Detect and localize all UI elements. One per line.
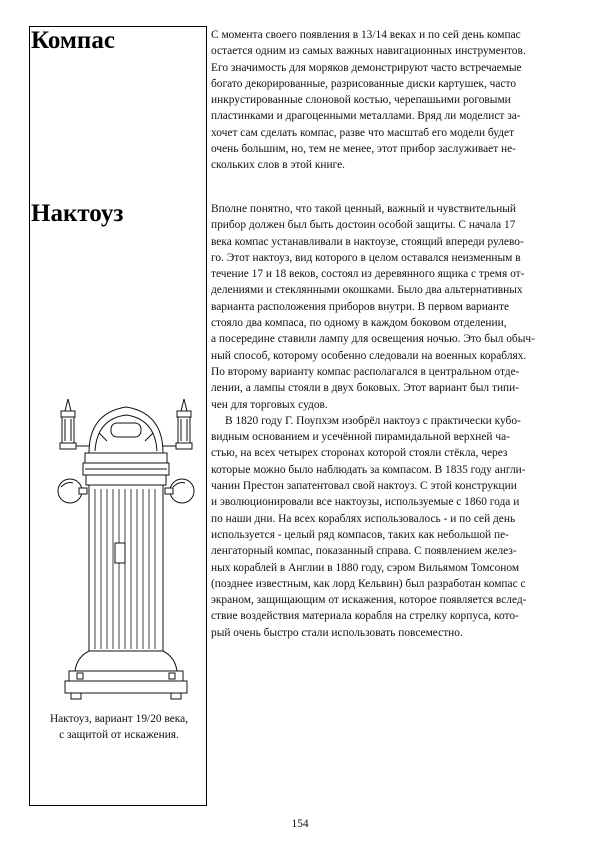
text-line: стояло два компаса, по одному в каждом боковом отделении, bbox=[211, 317, 507, 330]
text-line: го. Этот нактоуз, вид которого в целом оставался неизменным в bbox=[211, 251, 521, 264]
text-line: Вполне понятно, что такой ценный, важный и чувствительный bbox=[211, 203, 516, 215]
text-line: века компас устанавливали в нактоузе, стоящий впереди рулево- bbox=[211, 235, 524, 248]
text-line: используется - целый ряд компасов, таких как небольшой пе- bbox=[211, 528, 509, 541]
text-line: лении, а лампы стояли в двух боковых. Этот вариант был типи- bbox=[211, 382, 520, 395]
figure-caption bbox=[34, 711, 204, 743]
text-line: По второму варианту компас располагался в центральном отде- bbox=[211, 365, 520, 378]
text-line: богато декорированные, разрисованные диски картушек, часто bbox=[211, 77, 517, 90]
text-line: варианта расположения приборов внутри. В первом варианте bbox=[211, 300, 509, 313]
binnacle-illustration bbox=[55, 393, 197, 708]
text-line: и эволюционировали все нактоузы, используемые с 1860 года и bbox=[211, 496, 520, 509]
text-line: В 1820 году Г. Поупхэм изобрёл нактоуз с практически кубо- bbox=[225, 414, 521, 427]
text-line: ствие воздействия материала корабля на стрелку корпуса, кото- bbox=[211, 610, 519, 623]
section-title-compass: Компас bbox=[31, 27, 115, 54]
text-line: хочет сам сделать компас, разве что масштаб его модели будет bbox=[211, 126, 515, 139]
text-line: ленгаторный компас, показанный справа. С появлением желез- bbox=[211, 545, 517, 558]
text-line: экраном, защищающим от искажения, которое появляется вслед- bbox=[211, 594, 527, 607]
text-line: чанин Престон запатентовал свой нактоуз. С этой конструкции bbox=[211, 480, 517, 493]
page-number: 154 bbox=[291, 818, 309, 830]
compass-text-block bbox=[211, 27, 573, 174]
text-line: Его значимость для моряков демонстрируют часто встречаемые bbox=[211, 61, 522, 74]
text-line: ных кораблей в Англии в 1880 году, сэром Вильямом Томсоном bbox=[211, 561, 520, 574]
text-line: инкрустированные слоновой костью, черепашьими роговыми bbox=[211, 94, 511, 107]
binnacle-paragraph-1 bbox=[211, 201, 573, 413]
text-line: скольких слов в этой книге. bbox=[211, 159, 346, 172]
text-line: С момента своего появления в 13/14 веках и по сей день компас bbox=[211, 29, 521, 41]
text-line: ный способ, которому особенно следовали на военных кораблях. bbox=[211, 349, 527, 362]
text-line: а посередине ставили лампу для освещения ночью. Это был обыч- bbox=[211, 333, 535, 346]
binnacle-text-block bbox=[211, 201, 573, 641]
text-line: пластинками и драгоценными металлами. Вряд ли моделист за- bbox=[211, 110, 521, 123]
text-line: делениями и стеклянными окошками. Было два альтернативных bbox=[211, 284, 523, 297]
caption-line-1: Нактоуз, вариант 19/20 века, bbox=[49, 713, 189, 725]
text-line: прибор должен был быть достоин особой защиты. С начала 17 bbox=[211, 219, 516, 232]
compass-paragraph bbox=[211, 27, 573, 174]
text-line: которые можно было наблюдать за компасом. В 1835 году англи- bbox=[211, 463, 526, 476]
text-line: течение 17 и 18 веков, состоял из деревянного ящика с тремя от- bbox=[211, 268, 525, 281]
text-line: остается одним из самых важных навигационных инструментов. bbox=[211, 45, 526, 58]
text-line: по наши дни. На всех кораблях использовалось - и по сей день bbox=[211, 512, 516, 525]
text-line: видным основанием и усечённой пирамидальной верхней ча- bbox=[211, 431, 510, 444]
text-line: (позднее известным, как лорд Кельвин) был разработан компас с bbox=[211, 577, 526, 590]
text-line: чен для торговых судов. bbox=[211, 398, 328, 411]
text-line: рый очень быстро стали использовать повсеместно. bbox=[211, 626, 463, 639]
caption-line-2: с защитой от искажения. bbox=[59, 729, 179, 741]
section-title-binnacle: Нактоуз bbox=[31, 200, 124, 227]
text-line: стью, на всех четырех сторонах которой стояли стёкла, через bbox=[211, 447, 508, 460]
text-line: очень большим, но, тем не менее, этот прибор заслуживает не- bbox=[211, 143, 516, 156]
binnacle-paragraph-2 bbox=[211, 413, 573, 641]
